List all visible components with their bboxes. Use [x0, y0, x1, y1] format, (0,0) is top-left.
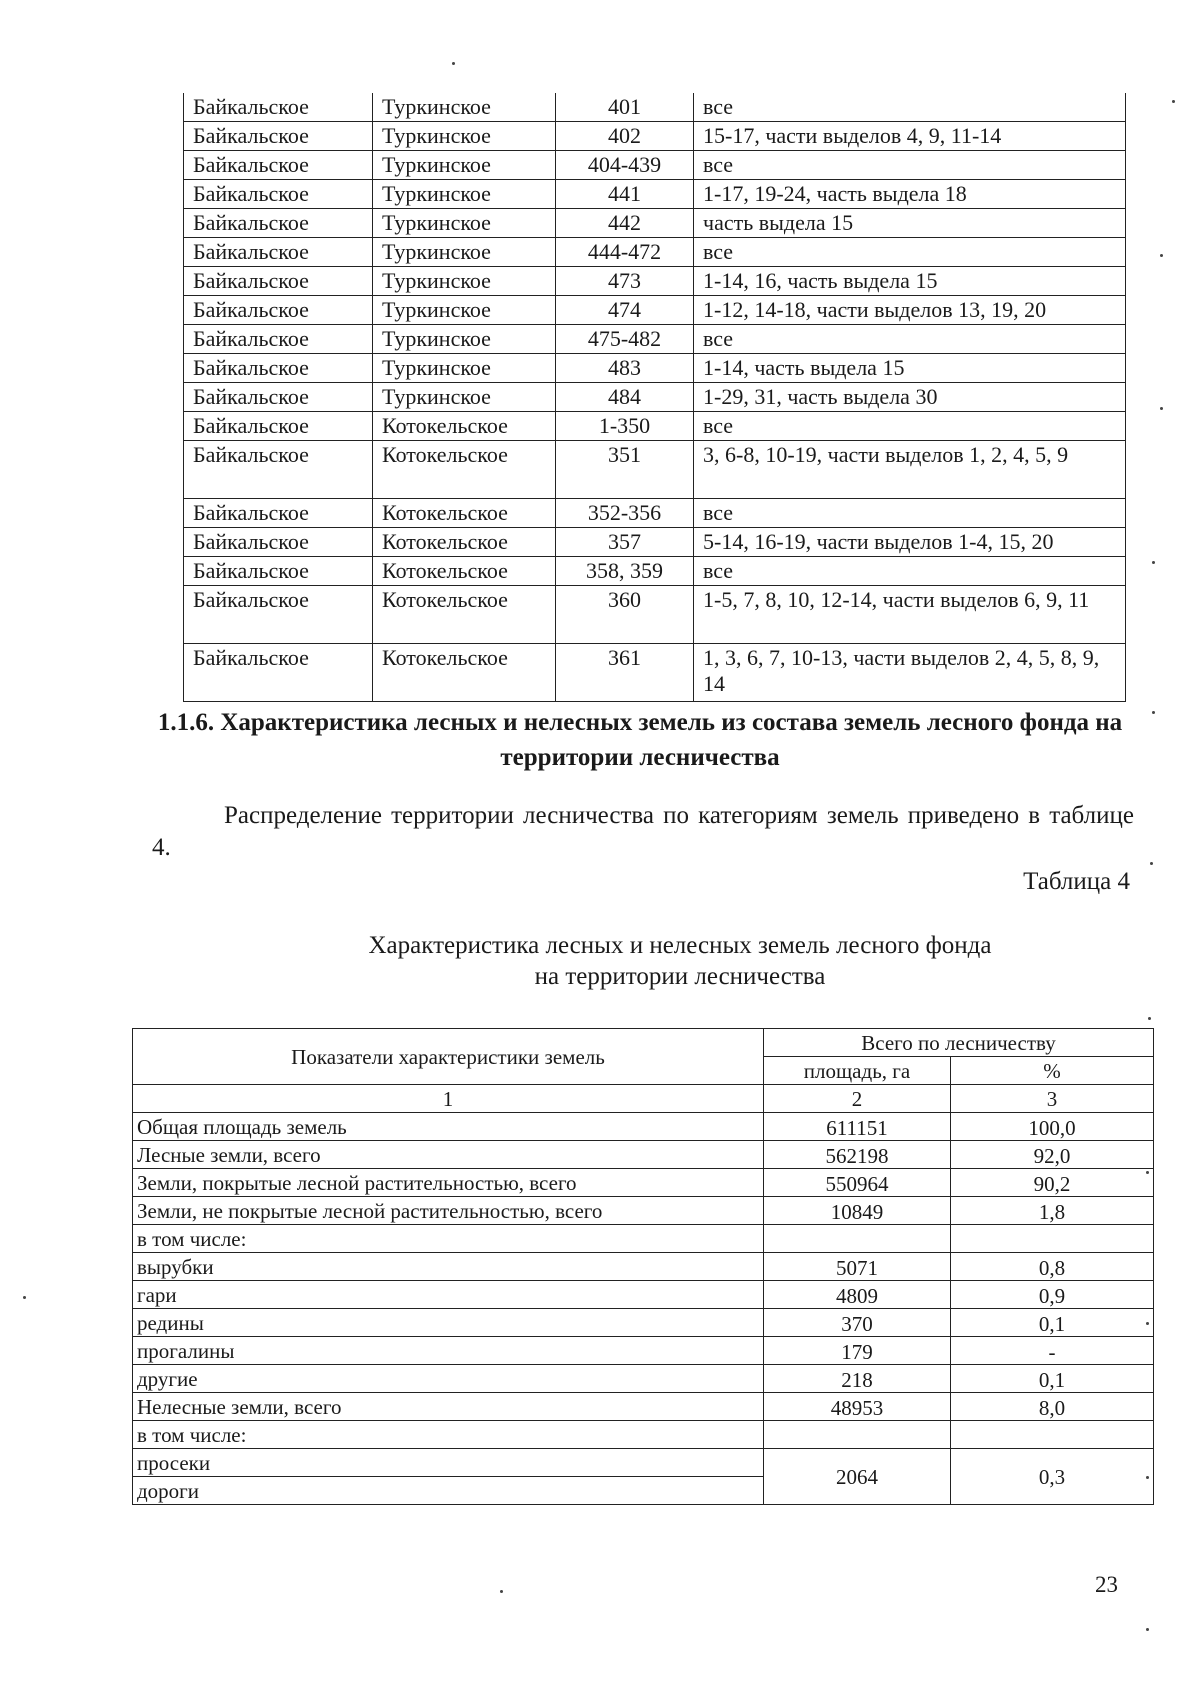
- forestry-cell: Байкальское: [184, 93, 373, 122]
- table-row: [133, 1225, 1154, 1253]
- percent-value: 0,8: [951, 1253, 1154, 1281]
- quarter-cell: 474: [556, 296, 694, 325]
- scan-speck: [1146, 1322, 1149, 1325]
- table-row: [184, 383, 1126, 412]
- percent-value: 90,2: [951, 1169, 1154, 1197]
- table-row: [184, 267, 1126, 296]
- quarter-cell: 441: [556, 180, 694, 209]
- district-cell: Котокельское: [373, 528, 556, 557]
- table-title-line-2: на территории лесничества: [534, 963, 826, 990]
- row-label: прогалины: [133, 1337, 764, 1365]
- area-value: 218: [764, 1365, 951, 1393]
- sections-cell: 1-29, 31, часть выдела 30: [694, 383, 1126, 412]
- sections-cell: все: [694, 238, 1126, 267]
- quarter-cell: 358, 359: [556, 557, 694, 586]
- table-row: [133, 1141, 1154, 1169]
- percent-value: 0,9: [951, 1281, 1154, 1309]
- forestry-cell: Байкальское: [184, 238, 373, 267]
- row-label: Нелесные земли, всего: [133, 1393, 764, 1421]
- header-percent: %: [951, 1057, 1154, 1085]
- table-row: [184, 180, 1126, 209]
- table-row: [133, 1365, 1154, 1393]
- row-label: Земли, не покрытые лесной растительностью, всего: [133, 1197, 764, 1225]
- sections-cell: 1-14, часть выдела 15: [694, 354, 1126, 383]
- sections-cell: все: [694, 325, 1126, 354]
- forestry-cell: Байкальское: [184, 557, 373, 586]
- column-number: 2: [764, 1085, 951, 1113]
- district-cell: Котокельское: [373, 499, 556, 528]
- sections-cell: 1-17, 19-24, часть выдела 18: [694, 180, 1126, 209]
- scan-speck: [1146, 1628, 1149, 1631]
- table-caption: Таблица 4: [1023, 868, 1130, 895]
- quarter-cell: 361: [556, 644, 694, 702]
- table-row: [133, 1337, 1154, 1365]
- percent-value: 0,3: [951, 1449, 1154, 1505]
- percent-value: 100,0: [951, 1113, 1154, 1141]
- percent-value: 1,8: [951, 1197, 1154, 1225]
- forestry-cell: Байкальское: [184, 122, 373, 151]
- row-label: в том числе:: [133, 1421, 764, 1449]
- sections-cell: 1, 3, 6, 7, 10-13, части выделов 2, 4, 5, 8, 9, 14: [694, 644, 1126, 702]
- row-label: просеки: [133, 1449, 764, 1477]
- table-row: [184, 151, 1126, 180]
- forestry-cell: Байкальское: [184, 383, 373, 412]
- forestry-cell: Байкальское: [184, 151, 373, 180]
- scan-speck: [500, 1590, 503, 1593]
- section-heading: 1.1.6. Характеристика лесных и нелесных земель из состава земель лесного фонда на территории лесничества: [157, 709, 1123, 771]
- sections-cell: 15-17, части выделов 4, 9, 11-14: [694, 122, 1126, 151]
- row-label: Земли, покрытые лесной растительностью, всего: [133, 1169, 764, 1197]
- column-number: 1: [133, 1085, 764, 1113]
- row-label: Общая площадь земель: [133, 1113, 764, 1141]
- table-row: [184, 586, 1126, 644]
- table-title-line-1: Характеристика лесных и нелесных земель лесного фонда: [368, 932, 992, 959]
- percent-value: -: [951, 1337, 1154, 1365]
- table-row: [184, 528, 1126, 557]
- forestry-cell: Байкальское: [184, 296, 373, 325]
- table-row: [184, 238, 1126, 267]
- scan-speck: [1152, 561, 1155, 564]
- scan-speck: [1160, 407, 1163, 410]
- area-value: 370: [764, 1309, 951, 1337]
- quarter-cell: 360: [556, 586, 694, 644]
- header-area: площадь, га: [764, 1057, 951, 1085]
- forestry-cell: Байкальское: [184, 354, 373, 383]
- scan-speck: [1160, 254, 1163, 257]
- district-cell: Котокельское: [373, 441, 556, 499]
- table-row: [133, 1421, 1154, 1449]
- percent-value: 0,1: [951, 1309, 1154, 1337]
- quarter-cell: 484: [556, 383, 694, 412]
- forestry-cell: Байкальское: [184, 586, 373, 644]
- area-value: 611151: [764, 1113, 951, 1141]
- table-row: [133, 1197, 1154, 1225]
- sections-cell: 1-12, 14-18, части выделов 13, 19, 20: [694, 296, 1126, 325]
- district-cell: Туркинское: [373, 267, 556, 296]
- area-value: [764, 1421, 951, 1449]
- sections-cell: все: [694, 151, 1126, 180]
- header-total: Всего по лесничеству: [764, 1029, 1154, 1057]
- scan-speck: [1146, 1171, 1149, 1174]
- sections-cell: все: [694, 412, 1126, 441]
- table-row: [133, 1309, 1154, 1337]
- area-value: 179: [764, 1337, 951, 1365]
- row-label: в том числе:: [133, 1225, 764, 1253]
- header-indicator: Показатели характеристики земель: [133, 1029, 764, 1085]
- scan-speck: [1172, 100, 1175, 103]
- district-cell: Котокельское: [373, 644, 556, 702]
- district-cell: Туркинское: [373, 93, 556, 122]
- table-title: [280, 930, 1080, 992]
- land-characteristics-table: [132, 1028, 1154, 1505]
- area-value: 5071: [764, 1253, 951, 1281]
- table-row: [184, 296, 1126, 325]
- area-value: 2064: [764, 1449, 951, 1505]
- district-cell: Туркинское: [373, 325, 556, 354]
- table-row: [184, 93, 1126, 122]
- scan-speck: [1148, 1017, 1151, 1020]
- table-row: [133, 1113, 1154, 1141]
- district-cell: Котокельское: [373, 412, 556, 441]
- table-row: [184, 441, 1126, 499]
- quarter-cell: 1-350: [556, 412, 694, 441]
- scan-speck: [1150, 862, 1153, 865]
- percent-value: 0,1: [951, 1365, 1154, 1393]
- table-row: [133, 1169, 1154, 1197]
- row-label: другие: [133, 1365, 764, 1393]
- quarter-cell: 401: [556, 93, 694, 122]
- area-value: 4809: [764, 1281, 951, 1309]
- sections-cell: 1-5, 7, 8, 10, 12-14, части выделов 6, 9, 11: [694, 586, 1126, 644]
- forestry-cell: Байкальское: [184, 180, 373, 209]
- area-value: 48953: [764, 1393, 951, 1421]
- district-cell: Туркинское: [373, 151, 556, 180]
- row-label: Лесные земли, всего: [133, 1141, 764, 1169]
- scan-speck: [452, 62, 455, 65]
- forestry-cell: Байкальское: [184, 499, 373, 528]
- scan-speck: [23, 1296, 26, 1299]
- area-value: 562198: [764, 1141, 951, 1169]
- intro-paragraph: Распределение территории лесничества по категориям земель приведено в таблице 4.: [152, 802, 1134, 861]
- quarter-cell: 483: [556, 354, 694, 383]
- table-row: [184, 557, 1126, 586]
- district-cell: Туркинское: [373, 354, 556, 383]
- table-row: [184, 644, 1126, 702]
- row-label: гари: [133, 1281, 764, 1309]
- district-cell: Туркинское: [373, 383, 556, 412]
- district-cell: Котокельское: [373, 586, 556, 644]
- quarter-cell: 442: [556, 209, 694, 238]
- percent-value: 92,0: [951, 1141, 1154, 1169]
- sections-cell: 5-14, 16-19, части выделов 1-4, 15, 20: [694, 528, 1126, 557]
- forestry-cell: Байкальское: [184, 267, 373, 296]
- scan-speck: [1146, 1476, 1149, 1479]
- table-row: [133, 1449, 1154, 1477]
- district-cell: Туркинское: [373, 180, 556, 209]
- column-number: 3: [951, 1085, 1154, 1113]
- forestry-cell: Байкальское: [184, 644, 373, 702]
- sections-cell: 1-14, 16, часть выдела 15: [694, 267, 1126, 296]
- forestry-cell: Байкальское: [184, 441, 373, 499]
- row-label: вырубки: [133, 1253, 764, 1281]
- page-number: 23: [1095, 1572, 1118, 1597]
- table-row: [184, 499, 1126, 528]
- quarter-cell: 404-439: [556, 151, 694, 180]
- column-number-row: [133, 1085, 1154, 1113]
- forest-quarters-table: [183, 93, 1126, 702]
- district-cell: Туркинское: [373, 209, 556, 238]
- forestry-cell: Байкальское: [184, 528, 373, 557]
- quarter-cell: 473: [556, 267, 694, 296]
- forestry-cell: Байкальское: [184, 412, 373, 441]
- district-cell: Туркинское: [373, 122, 556, 151]
- sections-cell: 3, 6-8, 10-19, части выделов 1, 2, 4, 5, 9: [694, 441, 1126, 499]
- area-value: 10849: [764, 1197, 951, 1225]
- row-label: редины: [133, 1309, 764, 1337]
- quarter-cell: 351: [556, 441, 694, 499]
- quarter-cell: 402: [556, 122, 694, 151]
- table-row: [184, 354, 1126, 383]
- area-value: 550964: [764, 1169, 951, 1197]
- quarter-cell: 444-472: [556, 238, 694, 267]
- row-label: дороги: [133, 1477, 764, 1505]
- forestry-cell: Байкальское: [184, 209, 373, 238]
- scan-speck: [1152, 711, 1155, 714]
- table-row: [184, 325, 1126, 354]
- table-row: [184, 412, 1126, 441]
- sections-cell: все: [694, 499, 1126, 528]
- district-cell: Туркинское: [373, 296, 556, 325]
- table-row: [133, 1393, 1154, 1421]
- percent-value: [951, 1225, 1154, 1253]
- table-row: [133, 1253, 1154, 1281]
- sections-cell: часть выдела 15: [694, 209, 1126, 238]
- percent-value: 8,0: [951, 1393, 1154, 1421]
- district-cell: Котокельское: [373, 557, 556, 586]
- percent-value: [951, 1421, 1154, 1449]
- area-value: [764, 1225, 951, 1253]
- quarter-cell: 475-482: [556, 325, 694, 354]
- table-row: [184, 122, 1126, 151]
- table-row: [184, 209, 1126, 238]
- table-row: [133, 1281, 1154, 1309]
- district-cell: Туркинское: [373, 238, 556, 267]
- quarter-cell: 352-356: [556, 499, 694, 528]
- sections-cell: все: [694, 93, 1126, 122]
- forestry-cell: Байкальское: [184, 325, 373, 354]
- quarter-cell: 357: [556, 528, 694, 557]
- sections-cell: все: [694, 557, 1126, 586]
